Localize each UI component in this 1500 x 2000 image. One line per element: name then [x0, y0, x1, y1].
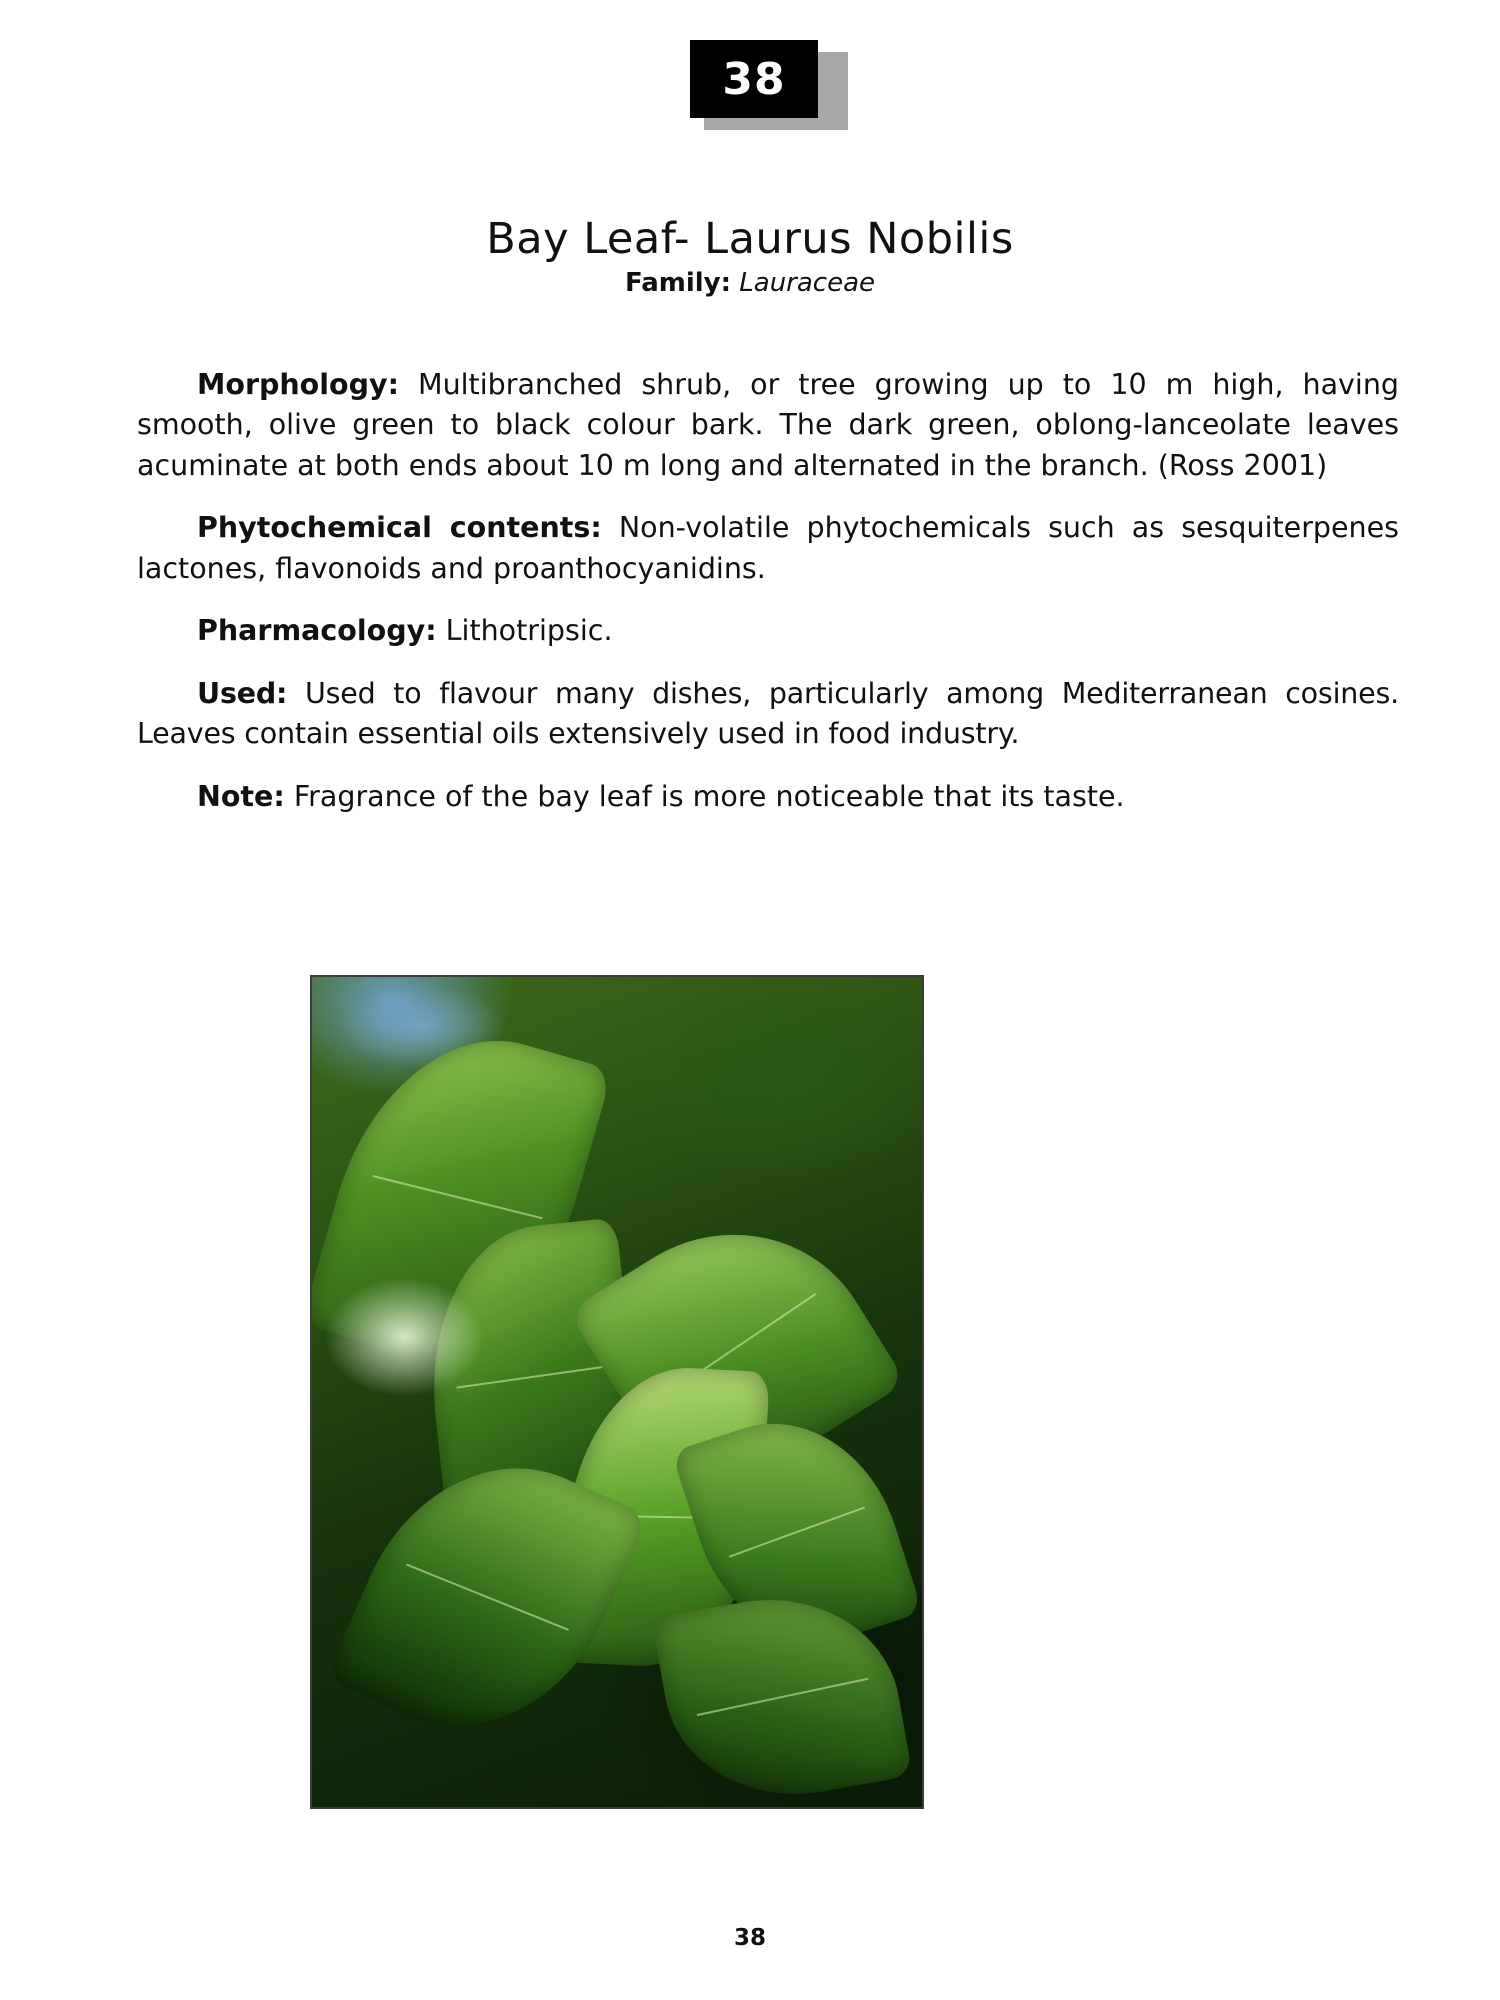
section-pharmacology	[137, 611, 1399, 651]
plant-photograph	[310, 975, 924, 1809]
family-line	[0, 268, 1500, 298]
family-label: Family:	[624, 268, 732, 298]
section-phytochemical-contents-heading: Phytochemical contents:	[197, 511, 602, 545]
section-morphology-text: Multibranched shrub, or tree growing up to 10 m high, having smooth, olive green to black colour bark. The dark green, oblong-lanceolate leaves acuminate at both ends about 10 m long and alternated in the branch. (Ross 2001)	[137, 368, 1399, 482]
section-morphology-heading: Morphology:	[197, 368, 399, 401]
page-title: Bay Leaf- Laurus Nobilis	[486, 213, 1014, 264]
section-morphology	[137, 365, 1399, 486]
photo-background	[312, 977, 922, 1807]
body-text	[137, 365, 1399, 839]
section-note-heading: Note:	[197, 779, 285, 813]
section-note-text: Fragrance of the bay leaf is more noticeable that its taste.	[284, 779, 1125, 813]
section-used	[137, 674, 1399, 755]
chapter-number: 38	[690, 40, 818, 118]
page-number-footer: 38	[733, 1925, 766, 1951]
section-used-text: Used to flavour many dishes, particularly among Mediterranean cosines. Leaves contain essential oils extensively used in food industry.	[137, 676, 1399, 751]
section-pharmacology-heading: Pharmacology:	[197, 614, 437, 648]
section-phytochemical-contents-text: Non-volatile phytochemicals such as sesquiterpenes lactones, flavonoids and proanthocyanidins.	[137, 511, 1399, 585]
family-name: Lauraceae	[739, 268, 876, 298]
chapter-number-badge	[690, 40, 850, 130]
section-used-heading: Used:	[197, 676, 288, 710]
photo-highlight	[324, 1277, 484, 1397]
section-phytochemical-contents	[137, 508, 1399, 589]
section-note	[137, 777, 1399, 817]
section-pharmacology-text: Lithotripsic.	[436, 614, 613, 648]
